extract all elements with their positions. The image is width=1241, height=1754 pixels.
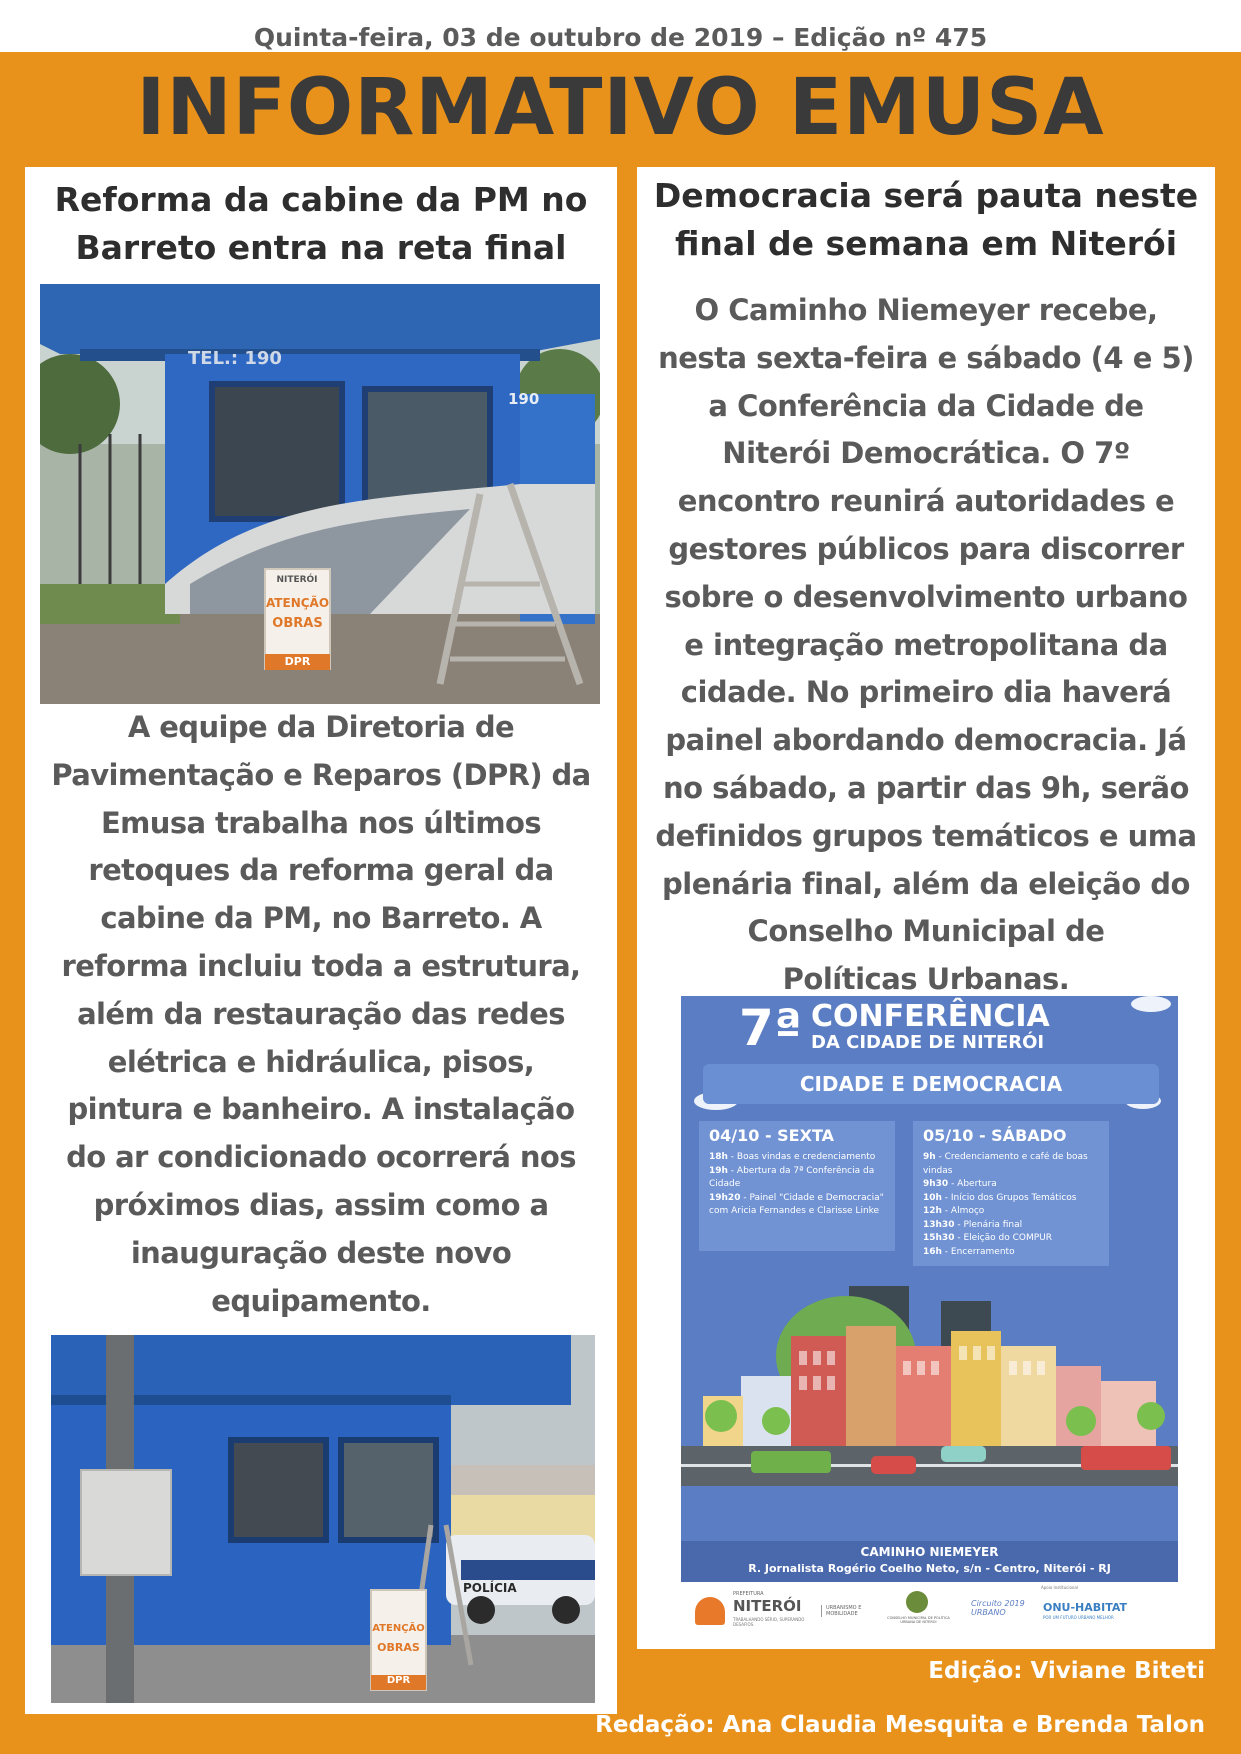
schedule-text: - Eleição do COMPUR xyxy=(954,1233,1052,1243)
left-body-line: A equipe da Diretoria de xyxy=(127,710,515,744)
schedule-text: - Painel "Cidade e Democracia" xyxy=(740,1192,884,1203)
apoio-label: Apoio Institucional xyxy=(1041,1585,1078,1590)
police-booth-photo-2 xyxy=(51,1335,595,1703)
right-article xyxy=(637,167,1215,1649)
left-body-line: inauguração deste novo xyxy=(130,1235,512,1270)
right-body-line: definidos grupos temáticos e uma xyxy=(655,818,1197,853)
car-police-label: POLÍCIA xyxy=(463,1581,517,1595)
sign-atencao: ATENÇÃO xyxy=(265,596,330,610)
schedule-time: 15h30 xyxy=(923,1233,955,1243)
niteroi-logo xyxy=(695,1597,725,1625)
schedule-item xyxy=(923,1165,1108,1179)
schedule-text: - Abertura xyxy=(948,1179,997,1189)
right-body-line: O Caminho Niemeyer recebe, xyxy=(694,293,1158,327)
schedule-text: - Almoço xyxy=(941,1206,985,1216)
left-headline-line-2: Barreto entra na reta final xyxy=(75,228,567,267)
onu-habitat-logo: ONU-HABITAT xyxy=(1043,1601,1128,1614)
left-article xyxy=(25,167,617,1714)
credit-edition: Edição: Viviane Biteti xyxy=(928,1658,1205,1684)
sign2-atencao: ATENÇÃO xyxy=(372,1623,425,1634)
right-body-line: Niterói Democrática. O 7º xyxy=(722,436,1130,471)
left-body-line: reforma incluiu toda a estrutura, xyxy=(61,948,581,983)
left-body-line: cabine da PM, no Barreto. A xyxy=(100,901,542,936)
sign-brand: NITERÓI xyxy=(276,575,318,585)
poster-logo-strip xyxy=(681,1583,1178,1643)
left-body-line: Pavimentação e Reparos (DPR) da xyxy=(51,757,591,792)
right-body-line: no sábado, a partir das 9h, serão xyxy=(663,770,1189,805)
right-body-line: sobre o desenvolvimento urbano xyxy=(664,579,1188,614)
sign2-dpr: DPR xyxy=(386,1675,411,1686)
schedule-text: - Início dos Grupos Temáticos xyxy=(941,1192,1077,1203)
left-body-line: elétrica e hidráulica, pisos, xyxy=(107,1044,535,1079)
poster-title-line-2: DA CIDADE DE NITERÓI xyxy=(811,1032,1045,1053)
masthead-title: INFORMATIVO EMUSA xyxy=(136,63,1105,153)
poster-day2-schedule xyxy=(923,1151,1108,1259)
poster-day1-schedule xyxy=(709,1151,894,1219)
right-body-line: e integração metropolitana da xyxy=(684,627,1168,662)
sign-obras: OBRAS xyxy=(272,616,323,631)
left-headline-line-1: Reforma da cabine da PM no xyxy=(54,180,588,219)
schedule-item xyxy=(923,1192,1108,1206)
schedule-text: - Credenciamento e café de boas xyxy=(935,1152,1088,1162)
left-body-line: equipamento. xyxy=(211,1283,431,1318)
schedule-time: 19h20 xyxy=(709,1192,741,1203)
sign-dpr: DPR xyxy=(284,655,311,668)
schedule-item xyxy=(709,1205,894,1219)
right-headline-line-1: Democracia será pauta neste xyxy=(653,176,1199,215)
date-line: Quinta-feira, 03 de outubro de 2019 – Edição nº 475 xyxy=(0,0,1241,52)
right-article-body xyxy=(645,287,1207,1004)
schedule-item xyxy=(709,1165,894,1179)
onu-tagline: POR UM FUTURO URBANO MELHOR xyxy=(1043,1615,1114,1620)
right-body-line: nesta sexta-feira e sábado (4 e 5) xyxy=(658,340,1194,375)
poster-venue-address: R. Jornalista Rogério Coelho Neto, s/n - Centro, Niterói - RJ xyxy=(748,1562,1111,1575)
niteroi-label: NITERÓI xyxy=(733,1597,802,1615)
schedule-time: 13h30 xyxy=(923,1219,955,1230)
urbanismo-label: URBANISMO E MOBILIDADE xyxy=(821,1605,886,1617)
right-body-line: Conselho Municipal de xyxy=(747,914,1105,949)
circuito-logo: Circuito 2019 URBANO xyxy=(971,1599,1025,1617)
schedule-time: 19h xyxy=(709,1165,728,1176)
left-body-line: Emusa trabalha nos últimos xyxy=(100,805,542,840)
schedule-text: - Abertura da 7ª Conferência da xyxy=(727,1165,875,1176)
schedule-time: 9h30 xyxy=(923,1179,949,1189)
left-body-line: além da restauração das redes xyxy=(77,996,565,1031)
schedule-text: - Encerramento xyxy=(941,1246,1015,1257)
compur-icon xyxy=(906,1591,928,1613)
poster-day1-heading: 04/10 - SEXTA xyxy=(709,1126,834,1145)
left-body-line: retoques da reforma geral da xyxy=(88,853,554,888)
schedule-text: - Plenária final xyxy=(954,1219,1023,1230)
prefeitura-label: PREFEITURA xyxy=(733,1591,764,1597)
left-body-line: do ar condicionado ocorrerá nos xyxy=(66,1140,576,1175)
right-body-line: cidade. No primeiro dia haverá xyxy=(680,675,1172,710)
schedule-text: Cidade xyxy=(709,1179,741,1189)
right-headline-line-2: final de semana em Niterói xyxy=(674,224,1178,263)
schedule-text: vindas xyxy=(923,1165,953,1176)
poster-title-line-1: CONFERÊNCIA xyxy=(811,999,1050,1034)
schedule-time: 16h xyxy=(923,1246,942,1257)
schedule-item xyxy=(923,1232,1108,1246)
schedule-item xyxy=(709,1178,894,1192)
schedule-item xyxy=(923,1246,1108,1260)
niteroi-tagline: TRABALHANDO SÉRIO, SUPERANDO DESAFIOS. xyxy=(733,1617,805,1627)
schedule-item xyxy=(923,1178,1108,1192)
poster-title-number: 7ª xyxy=(739,999,802,1057)
left-body-line: pintura e banheiro. A instalação xyxy=(67,1092,575,1127)
schedule-time: 10h xyxy=(923,1192,942,1203)
police-booth-photo-1 xyxy=(40,284,600,704)
right-body-line: painel abordando democracia. Já xyxy=(665,723,1187,758)
right-body-line: Políticas Urbanas. xyxy=(782,962,1070,997)
schedule-item xyxy=(923,1205,1108,1219)
poster-theme: CIDADE E DEMOCRACIA xyxy=(799,1072,1063,1096)
schedule-item xyxy=(709,1192,894,1206)
schedule-time: 12h xyxy=(923,1206,942,1216)
sign2-obras: OBRAS xyxy=(377,1641,420,1654)
schedule-item xyxy=(923,1151,1108,1165)
right-body-line: gestores públicos para discorrer xyxy=(668,531,1184,566)
right-body-line: encontro reunirá autoridades e xyxy=(677,484,1175,519)
schedule-time: 9h xyxy=(923,1152,936,1162)
left-article-body xyxy=(37,704,605,1325)
schedule-text: com Aricia Fernandes e Clarisse Linke xyxy=(709,1206,880,1216)
right-body-line: a Conferência da Cidade de xyxy=(708,388,1144,423)
conference-poster xyxy=(681,996,1178,1582)
booth-phone-label: TEL.: 190 xyxy=(188,348,282,369)
compur-label: CONSELHO MUNICIPAL DE POLÍTICA URBANA DE NITERÓI xyxy=(887,1616,950,1624)
right-body-line: plenária final, além da eleição do xyxy=(662,866,1190,901)
schedule-time: 18h xyxy=(709,1152,728,1162)
poster-day2-heading: 05/10 - SÁBADO xyxy=(923,1126,1067,1145)
schedule-item xyxy=(923,1219,1108,1233)
poster-venue-name: CAMINHO NIEMEYER xyxy=(860,1545,999,1559)
schedule-text: - Boas vindas e credenciamento xyxy=(727,1152,876,1162)
schedule-item xyxy=(709,1151,894,1165)
booth-number-label: 190 xyxy=(508,390,540,408)
left-body-line: próximos dias, assim como a xyxy=(93,1187,549,1222)
credit-editorial: Redação: Ana Claudia Mesquita e Brenda Talon xyxy=(595,1712,1205,1738)
